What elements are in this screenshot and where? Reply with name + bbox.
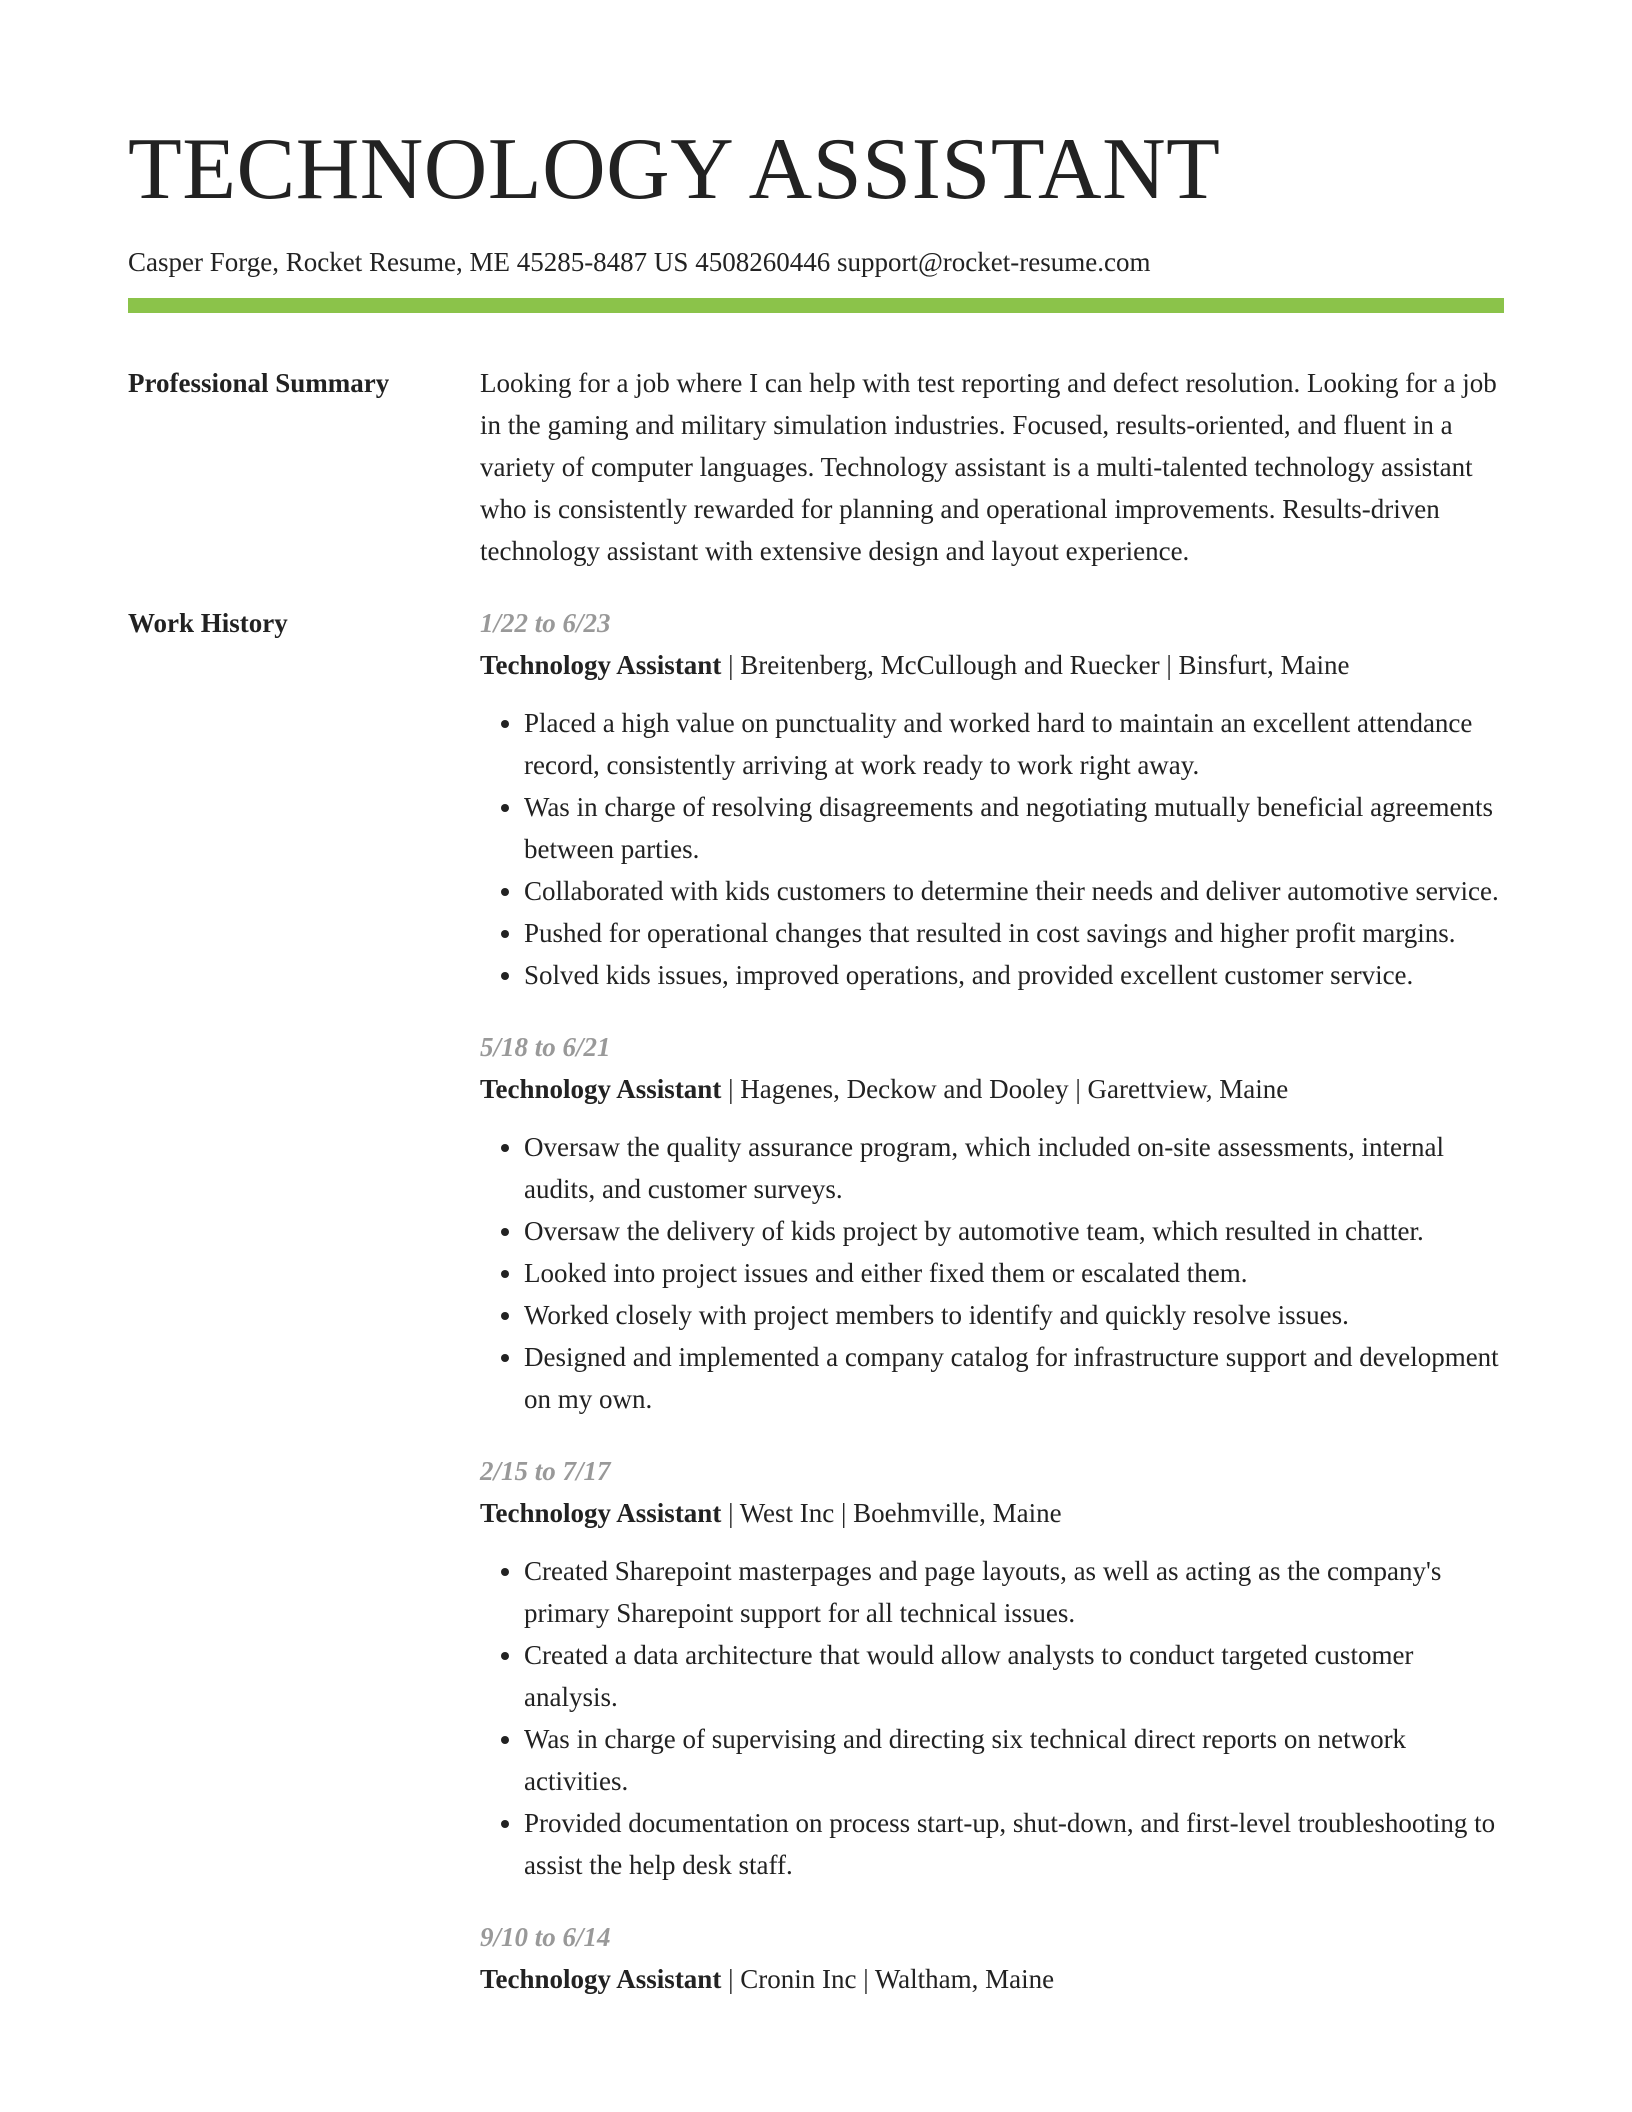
work-history-list (480, 602, 1504, 2030)
job-dates: 2/15 to 7/17 (480, 1456, 611, 1486)
job-bullet: • Designed and implemented a company catalog for infrastructure support and development on my own. (524, 1336, 1504, 1420)
job-company-location: | West Inc | Boehmville, Maine (721, 1498, 1062, 1528)
resume-page (128, 0, 1504, 2030)
job-bullet: • Created a data architecture that would allow analysts to conduct targeted customer analysis. (524, 1634, 1504, 1718)
accent-divider (128, 298, 1504, 313)
job-dates: 9/10 to 6/14 (480, 1922, 611, 1952)
job-bullet: • Looked into project issues and either fixed them or escalated them. (524, 1252, 1504, 1294)
job-company-location: | Cronin Inc | Waltham, Maine (721, 1964, 1055, 1994)
resume-title: TECHNOLOGY ASSISTANT (128, 121, 1221, 218)
job-bullet: • Solved kids issues, improved operations, and provided excellent customer service. (524, 954, 1504, 996)
resume-header (128, 0, 1504, 313)
job-bullet: • Created Sharepoint masterpages and page layouts, as well as acting as the company's primary Sharepoint support for all technical issues. (524, 1550, 1504, 1634)
job-bullet: • Oversaw the quality assurance program, which included on-site assessments, internal audits, and customer surveys. (524, 1126, 1504, 1210)
job-dates: 1/22 to 6/23 (480, 608, 611, 638)
job-title-line (480, 1068, 1504, 1110)
section-label-summary: Professional Summary (128, 368, 390, 398)
job-bullet-list (480, 702, 1504, 996)
job-bullet: • Oversaw the delivery of kids project by automotive team, which resulted in chatter. (524, 1210, 1504, 1252)
professional-summary-section (128, 362, 1504, 572)
job-bullet: • Provided documentation on process start-up, shut-down, and first-level troubleshooting to assist the help desk staff. (524, 1802, 1504, 1886)
job-title-line (480, 644, 1504, 686)
job-bullet: • Collaborated with kids customers to determine their needs and deliver automotive service. (524, 870, 1504, 912)
summary-text: Looking for a job where I can help with test reporting and defect resolution. Looking for a job in the gaming and military simulation industries. Focused, results-oriented, and fluent in a variety of computer languages. Technology assistant is a multi-talented technology assistant who is consistently rewarded for planning and operational improvements. Results-driven technology assistant with extensive design and layout experience. (480, 368, 1497, 566)
job-bullet-list (480, 1550, 1504, 1886)
job-title: Technology Assistant (480, 1074, 722, 1104)
job-bullet: • Worked closely with project members to identify and quickly resolve issues. (524, 1294, 1504, 1336)
job-bullet: • Was in charge of supervising and directing six technical direct reports on network activities. (524, 1718, 1504, 1802)
job-company-location: | Breitenberg, McCullough and Ruecker | Binsfurt, Maine (721, 650, 1350, 680)
job-title-line (480, 1958, 1504, 2000)
work-history-section (128, 602, 1504, 2030)
job-entry (480, 1450, 1504, 1886)
job-bullet: • Placed a high value on punctuality and worked hard to maintain an excellent attendance record, consistently arriving at work ready to work right away. (524, 702, 1504, 786)
job-bullet-list (480, 1126, 1504, 1420)
job-title-line (480, 1492, 1504, 1534)
job-bullet: • Was in charge of resolving disagreements and negotiating mutually beneficial agreements between parties. (524, 786, 1504, 870)
contact-line: Casper Forge, Rocket Resume, ME 45285-8487 US 4508260446 support@rocket-resume.com (128, 247, 1151, 277)
job-dates: 5/18 to 6/21 (480, 1032, 611, 1062)
job-entry (480, 602, 1504, 996)
job-title: Technology Assistant (480, 650, 722, 680)
section-label-work-history: Work History (128, 608, 288, 638)
job-title: Technology Assistant (480, 1498, 722, 1528)
job-entry (480, 1026, 1504, 1420)
job-title: Technology Assistant (480, 1964, 722, 1994)
job-company-location: | Hagenes, Deckow and Dooley | Garettview, Maine (721, 1074, 1289, 1104)
job-entry (480, 1916, 1504, 2000)
job-bullet: • Pushed for operational changes that resulted in cost savings and higher profit margins. (524, 912, 1504, 954)
